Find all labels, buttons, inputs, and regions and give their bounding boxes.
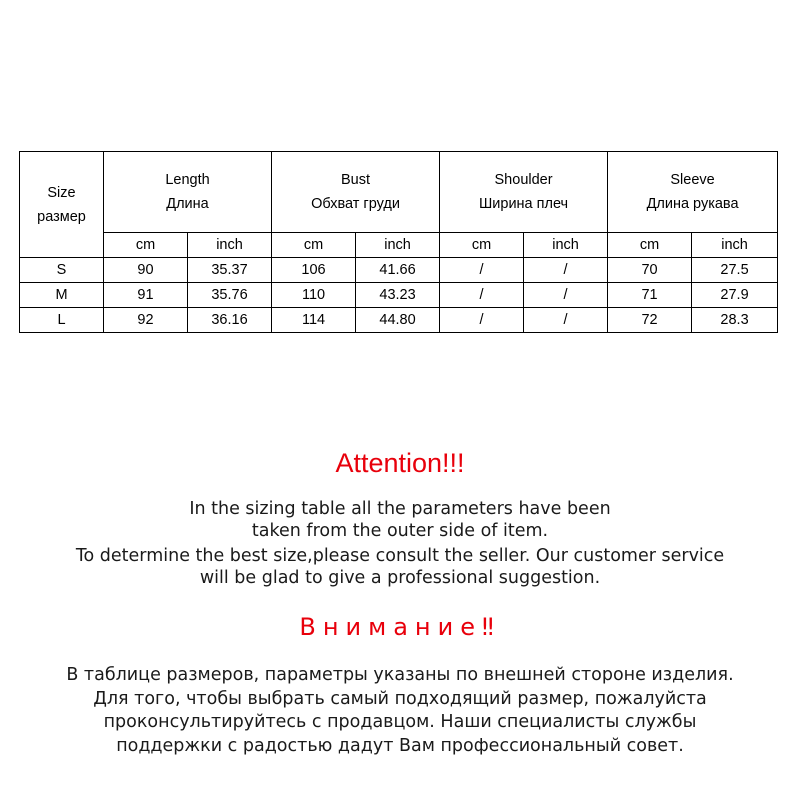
value-cell: 110: [272, 283, 356, 308]
column-header-ru: Длина: [166, 196, 209, 212]
table-row: [20, 308, 778, 333]
size-header-cell: [20, 152, 104, 258]
notice-line: Для того, чтобы выбрать самый подходящий размер, пожалуйста: [93, 688, 707, 709]
size-header-ru: размер: [37, 208, 86, 225]
value-cell: 28.3: [692, 308, 778, 333]
value-cell: 106: [272, 258, 356, 283]
size-header-en: Size: [47, 184, 76, 201]
notice-line: In the sizing table all the parameters have been: [189, 499, 611, 519]
attention-heading-ru: Внимание‼: [299, 613, 501, 641]
sleeve-header-cell: [608, 152, 778, 233]
size-cell: L: [20, 308, 104, 333]
notice-line: will be glad to give a professional suggestion.: [199, 568, 601, 588]
notice-line: поддержки с радостью дадут Вам профессиональный совет.: [116, 735, 684, 756]
column-header-en: Shoulder: [494, 172, 553, 188]
value-cell: 90: [104, 258, 188, 283]
column-header-en: Bust: [341, 172, 371, 188]
unit-cell: inch: [524, 233, 608, 258]
bust-header-cell: [272, 152, 440, 233]
notice-line: проконсультируйтесь с продавцом. Наши специалисты службы: [103, 712, 697, 732]
column-header-en: Sleeve: [670, 172, 715, 188]
value-cell: 35.37: [188, 258, 272, 283]
table-row: [20, 283, 778, 308]
table-row: [20, 258, 778, 283]
value-cell: 72: [608, 308, 692, 333]
unit-cell: cm: [608, 233, 692, 258]
shoulder-header-cell: [440, 152, 608, 233]
unit-cell: inch: [356, 233, 440, 258]
notice-line: To determine the best size,please consult the seller. Our customer service: [75, 546, 725, 566]
value-cell: 36.16: [188, 308, 272, 333]
unit-cell: cm: [104, 233, 188, 258]
column-header-ru: Обхват груди: [311, 196, 400, 212]
value-cell: /: [440, 308, 524, 333]
column-header-ru: Длина рукава: [646, 196, 739, 212]
size-chart-table: [19, 151, 778, 333]
value-cell: 35.76: [188, 283, 272, 308]
length-header-cell: [104, 152, 272, 233]
value-cell: /: [524, 258, 608, 283]
value-cell: 44.80: [356, 308, 440, 333]
value-cell: /: [524, 283, 608, 308]
notice-en-sizing: [0, 498, 800, 542]
unit-cell: inch: [188, 233, 272, 258]
column-header-en: Length: [165, 172, 210, 188]
value-cell: 91: [104, 283, 188, 308]
size-cell: S: [20, 258, 104, 283]
notice-line: В таблице размеров, параметры указаны по внешней стороне изделия.: [66, 665, 734, 685]
value-cell: 27.5: [692, 258, 778, 283]
unit-cell: inch: [692, 233, 778, 258]
value-cell: 114: [272, 308, 356, 333]
unit-cell: cm: [272, 233, 356, 258]
notice-en-consult: [0, 545, 800, 589]
value-cell: 27.9: [692, 283, 778, 308]
value-cell: /: [440, 258, 524, 283]
value-cell: 43.23: [356, 283, 440, 308]
value-cell: /: [440, 283, 524, 308]
size-cell: M: [20, 283, 104, 308]
value-cell: 92: [104, 308, 188, 333]
notice-line: taken from the outer side of item.: [251, 521, 549, 541]
attention-heading: Attention!!!: [335, 448, 465, 478]
unit-cell: cm: [440, 233, 524, 258]
value-cell: 41.66: [356, 258, 440, 283]
column-header-ru: Ширина плеч: [478, 196, 569, 212]
notice-ru: [0, 664, 800, 758]
value-cell: /: [524, 308, 608, 333]
unit-row: [20, 233, 778, 258]
value-cell: 70: [608, 258, 692, 283]
table-header-row: [20, 152, 778, 233]
value-cell: 71: [608, 283, 692, 308]
